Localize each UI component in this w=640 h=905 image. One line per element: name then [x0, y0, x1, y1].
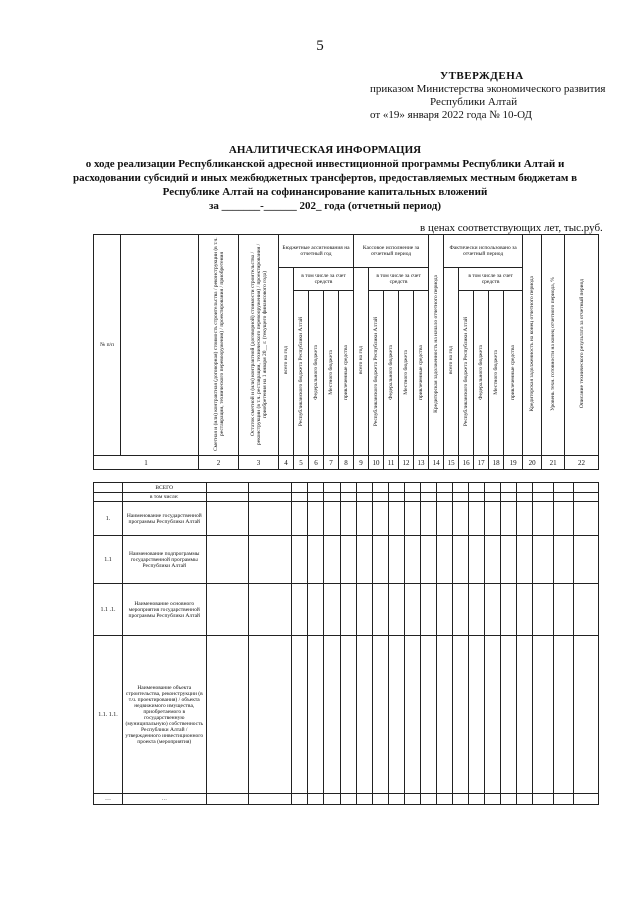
data-cell[interactable]: [501, 794, 517, 805]
data-cell[interactable]: [437, 493, 453, 502]
data-cell[interactable]: [501, 636, 517, 794]
data-cell[interactable]: [574, 536, 599, 584]
row-subprogram: [94, 536, 599, 584]
data-cell[interactable]: [453, 536, 469, 584]
data-cell[interactable]: [533, 536, 553, 584]
header-col-2: Сметная и (или) контрактная (договорная) стоимость строительства / реконструкции (в т.ч. реставрации, технического перевооружения) / проектирования / приобретения: [199, 235, 239, 456]
col-number-12: 12: [399, 456, 414, 470]
data-cell[interactable]: [340, 502, 356, 536]
data-cell[interactable]: [485, 536, 501, 584]
data-cell[interactable]: [340, 536, 356, 584]
header-group-used: Фактически использовано за отчетный период: [444, 235, 523, 268]
data-cell[interactable]: [453, 493, 469, 502]
data-cell[interactable]: [553, 483, 573, 493]
row-number: …: [94, 794, 123, 805]
header-col-22: Описание технического результата за отчетный период: [565, 235, 599, 456]
data-cell[interactable]: [437, 502, 453, 536]
data-cell[interactable]: [453, 483, 469, 493]
data-cell[interactable]: [469, 493, 485, 502]
data-cell[interactable]: [324, 502, 340, 536]
data-cell[interactable]: [292, 794, 308, 805]
data-cell[interactable]: [324, 794, 340, 805]
data-cell[interactable]: [485, 584, 501, 636]
header-a-fed: Федерального бюджета: [309, 291, 324, 456]
data-cell[interactable]: [574, 493, 599, 502]
data-cell[interactable]: [249, 502, 292, 536]
data-cell[interactable]: [437, 636, 453, 794]
col-number-2: 2: [199, 456, 239, 470]
data-cell[interactable]: [356, 502, 372, 536]
col-number-13: 13: [414, 456, 429, 470]
row-number: [94, 483, 123, 493]
row-name: в том числе:: [122, 493, 206, 502]
row-number: 1.: [94, 502, 123, 536]
data-cell[interactable]: [485, 794, 501, 805]
row-program: [94, 502, 599, 536]
approval-line-2: Республики Алтай: [430, 96, 518, 108]
col-number-16: 16: [459, 456, 474, 470]
data-cell[interactable]: [517, 636, 533, 794]
header-group-budget: Бюджетные ассигнования на отчетный год: [279, 235, 354, 268]
data-cell[interactable]: [308, 636, 324, 794]
data-cell[interactable]: [372, 536, 388, 584]
header-num: № п/п: [94, 235, 121, 456]
header-col-14: Кредиторская задолженность на начало отчетного периода: [429, 235, 444, 456]
header-c-fed: Федерального бюджета: [474, 291, 489, 456]
data-cell[interactable]: [372, 493, 388, 502]
col-number-11: 11: [384, 456, 399, 470]
row-main-activity: [94, 584, 599, 636]
data-cell[interactable]: [469, 483, 485, 493]
data-cell[interactable]: [469, 794, 485, 805]
data-cell[interactable]: [420, 536, 436, 584]
header-a-att: привлеченные средства: [339, 291, 354, 456]
data-cell[interactable]: [404, 636, 420, 794]
col-number-19: 19: [504, 456, 523, 470]
row-including: [94, 493, 599, 502]
row-name: …: [122, 794, 206, 805]
data-cell[interactable]: [485, 636, 501, 794]
data-cell[interactable]: [517, 536, 533, 584]
heading-title: АНАЛИТИЧЕСКАЯ ИНФОРМАЦИЯ: [228, 144, 422, 156]
col-number-3: 3: [239, 456, 279, 470]
data-cell[interactable]: [206, 483, 249, 493]
data-cell[interactable]: [420, 502, 436, 536]
data-cell[interactable]: [372, 794, 388, 805]
data-cell[interactable]: [340, 584, 356, 636]
header-b-rep: Республиканского бюджета Республики Алтай: [369, 291, 384, 456]
header-b-total: всего на год: [354, 268, 369, 456]
data-cell[interactable]: [553, 502, 573, 536]
header-c-incl: в том числе за счет средств: [459, 268, 523, 291]
data-cell[interactable]: [372, 502, 388, 536]
data-cell[interactable]: [553, 794, 573, 805]
row-number: 1.1. 1.1.: [94, 636, 123, 794]
data-cell[interactable]: [453, 502, 469, 536]
data-cell[interactable]: [404, 584, 420, 636]
data-cell[interactable]: [437, 536, 453, 584]
data-cell[interactable]: [372, 483, 388, 493]
data-cell[interactable]: [292, 536, 308, 584]
data-cell[interactable]: [249, 483, 292, 493]
data-cell[interactable]: [453, 794, 469, 805]
heading-line-2: расходовании субсидий и иных межбюджетных трансфертов, предоставляемых местным бюджетам в: [72, 172, 578, 184]
data-cell[interactable]: [292, 483, 308, 493]
data-cell[interactable]: [485, 502, 501, 536]
col-number-8: 8: [339, 456, 354, 470]
data-cell[interactable]: [206, 502, 249, 536]
data-cell[interactable]: [533, 794, 553, 805]
data-cell[interactable]: [206, 794, 249, 805]
data-cell[interactable]: [453, 636, 469, 794]
data-cell[interactable]: [356, 584, 372, 636]
data-cell[interactable]: [372, 584, 388, 636]
data-cell[interactable]: [206, 636, 249, 794]
data-cell[interactable]: [420, 584, 436, 636]
data-cell[interactable]: [437, 483, 453, 493]
data-cell[interactable]: [324, 636, 340, 794]
data-cell[interactable]: [206, 536, 249, 584]
data-cell[interactable]: [308, 794, 324, 805]
header-c-total: всего на год: [444, 268, 459, 456]
data-cell[interactable]: [356, 794, 372, 805]
data-cell[interactable]: [485, 493, 501, 502]
data-cell[interactable]: [574, 483, 599, 493]
data-cell[interactable]: [574, 794, 599, 805]
data-cell[interactable]: [533, 493, 553, 502]
data-cell[interactable]: [469, 636, 485, 794]
header-group-cash: Кассовое исполнение за отчетный период: [354, 235, 429, 268]
data-cell[interactable]: [404, 493, 420, 502]
approval-title: УТВЕРЖДЕНА: [440, 70, 524, 82]
row-number: [94, 493, 123, 502]
data-cell[interactable]: [404, 483, 420, 493]
data-cell[interactable]: [388, 483, 404, 493]
data-cell[interactable]: [517, 584, 533, 636]
data-cell[interactable]: [553, 636, 573, 794]
approval-line-1: приказом Министерства экономического развития: [370, 83, 606, 95]
row-name: ВСЕГО: [122, 483, 206, 493]
data-cell[interactable]: [292, 584, 308, 636]
data-cell[interactable]: [308, 536, 324, 584]
data-cell[interactable]: [533, 502, 553, 536]
data-cell[interactable]: [501, 483, 517, 493]
header-a-rep: Республиканского бюджета Республики Алтай: [294, 291, 309, 456]
col-number-15: 15: [444, 456, 459, 470]
row-name: Наименование объекта строительства, реконструкции (в т.ч. проектирования) / объекта недвижимого имущества, приобретаемого в государственную (муниципальную) собственность Республики Алтай / утвержденного инвестиционного проекта (мероприятия): [122, 636, 206, 794]
data-cell[interactable]: [206, 493, 249, 502]
data-cell[interactable]: [308, 483, 324, 493]
approval-line-3: от «19» января 2022 года № 10-ОД: [370, 109, 533, 121]
data-cell[interactable]: [533, 584, 553, 636]
header-col-20: Кредиторская задолженность на конец отчетного периода: [523, 235, 542, 456]
data-cell[interactable]: [453, 584, 469, 636]
header-c-rep: Республиканского бюджета Республики Алтай: [459, 291, 474, 456]
header-a-loc: Местного бюджета: [324, 291, 339, 456]
data-cell[interactable]: [533, 483, 553, 493]
data-cell[interactable]: [356, 636, 372, 794]
data-cell[interactable]: [356, 483, 372, 493]
header-col-3: Остаток сметной и (или) контрактной (договорной) стоимости строительства / реконструкции (в т.ч. реставрации, технического перевооружения) / проектирования / приобретения на 1 января 20__ г. (текущего финансового года): [239, 235, 279, 456]
data-cell[interactable]: [437, 584, 453, 636]
data-cell[interactable]: [420, 493, 436, 502]
data-cell[interactable]: [340, 483, 356, 493]
header-a-total: всего на год: [279, 268, 294, 456]
col-number-5: 5: [294, 456, 309, 470]
col-number-4: 4: [279, 456, 294, 470]
data-cell[interactable]: [324, 536, 340, 584]
data-cell[interactable]: [404, 536, 420, 584]
header-c-loc: Местного бюджета: [489, 291, 504, 456]
data-cell[interactable]: [501, 493, 517, 502]
data-cell[interactable]: [517, 483, 533, 493]
row-name: Наименование подпрограммы государственной программы Республики Алтай: [122, 536, 206, 584]
data-cell[interactable]: [437, 794, 453, 805]
data-cell[interactable]: [356, 493, 372, 502]
data-cell[interactable]: [469, 584, 485, 636]
data-cell[interactable]: [356, 536, 372, 584]
data-cell[interactable]: [553, 536, 573, 584]
col-number-22: 22: [565, 456, 599, 470]
document-heading: [40, 143, 610, 213]
data-cell[interactable]: [324, 493, 340, 502]
row-total: [94, 483, 599, 493]
data-cell[interactable]: [249, 636, 292, 794]
data-cell[interactable]: [308, 502, 324, 536]
data-cell[interactable]: [292, 493, 308, 502]
heading-period: за _______-______ 202_ года (отчетный период): [208, 200, 442, 212]
page-number: 5: [316, 38, 324, 54]
units-note: в ценах соответствующих лет, тыс.руб.: [420, 222, 603, 234]
data-cell[interactable]: [340, 794, 356, 805]
data-cell[interactable]: [388, 493, 404, 502]
header-col-21: Уровень техн. готовности на конец отчетного периода, %: [542, 235, 565, 456]
col-number-10: 10: [369, 456, 384, 470]
col-number-17: 17: [474, 456, 489, 470]
heading-line-1: о ходе реализации Республиканской адресной инвестиционной программы Республики Алтай и: [85, 158, 565, 170]
col-number-18: 18: [489, 456, 504, 470]
row-more: [94, 794, 599, 805]
data-cell[interactable]: [501, 584, 517, 636]
data-cell[interactable]: [574, 502, 599, 536]
data-cell[interactable]: [501, 502, 517, 536]
data-cell[interactable]: [340, 493, 356, 502]
data-cell[interactable]: [517, 502, 533, 536]
row-object: [94, 636, 599, 794]
header-b-loc: Местного бюджета: [399, 291, 414, 456]
data-cell[interactable]: [420, 636, 436, 794]
data-cell[interactable]: [553, 584, 573, 636]
col-number-7: 7: [324, 456, 339, 470]
header-a-incl: в том числе за счет средств: [294, 268, 354, 291]
data-cell[interactable]: [249, 794, 292, 805]
col-number-21: 21: [542, 456, 565, 470]
header-b-att: привлеченные средства: [414, 291, 429, 456]
col-number-1: 1: [94, 456, 199, 470]
data-cell[interactable]: [292, 502, 308, 536]
data-cell[interactable]: [324, 584, 340, 636]
data-cell[interactable]: [388, 502, 404, 536]
data-cell[interactable]: [574, 584, 599, 636]
data-cell[interactable]: [292, 636, 308, 794]
header-b-fed: Федерального бюджета: [384, 291, 399, 456]
data-cell[interactable]: [517, 794, 533, 805]
row-name: Наименование государственной программы Республики Алтай: [122, 502, 206, 536]
column-numbers-row: [94, 456, 599, 470]
data-cell[interactable]: [533, 636, 553, 794]
data-cell[interactable]: [420, 483, 436, 493]
approval-block: [370, 70, 620, 122]
row-name: Наименование основного мероприятия государственной программы Республики Алтай: [122, 584, 206, 636]
col-number-20: 20: [523, 456, 542, 470]
data-cell[interactable]: [574, 636, 599, 794]
data-cell[interactable]: [404, 502, 420, 536]
data-cell[interactable]: [308, 493, 324, 502]
header-name-blank: [121, 235, 199, 456]
header-c-att: привлеченные средства: [504, 291, 523, 456]
data-cell[interactable]: [485, 483, 501, 493]
col-number-6: 6: [309, 456, 324, 470]
data-cell[interactable]: [553, 493, 573, 502]
heading-line-3: Республике Алтай на софинансирование капитальных вложений: [162, 186, 488, 198]
header-b-incl: в том числе за счет средств: [369, 268, 429, 291]
data-cell[interactable]: [249, 536, 292, 584]
data-cell[interactable]: [501, 536, 517, 584]
row-number: 1.1 .1.: [94, 584, 123, 636]
data-cell[interactable]: [308, 584, 324, 636]
col-number-14: 14: [429, 456, 444, 470]
data-cell[interactable]: [404, 794, 420, 805]
data-cell[interactable]: [372, 636, 388, 794]
analytics-table: [93, 234, 599, 470]
data-cell[interactable]: [388, 636, 404, 794]
col-number-9: 9: [354, 456, 369, 470]
data-cell[interactable]: [206, 584, 249, 636]
data-cell[interactable]: [469, 502, 485, 536]
data-cell[interactable]: [340, 636, 356, 794]
data-cell[interactable]: [249, 584, 292, 636]
data-cell[interactable]: [249, 493, 292, 502]
data-cell[interactable]: [388, 536, 404, 584]
data-cell[interactable]: [324, 483, 340, 493]
row-number: 1.1: [94, 536, 123, 584]
data-cell[interactable]: [388, 584, 404, 636]
data-cell[interactable]: [388, 794, 404, 805]
analytics-table-body: [93, 482, 599, 805]
data-cell[interactable]: [517, 493, 533, 502]
data-cell[interactable]: [420, 794, 436, 805]
data-cell[interactable]: [469, 536, 485, 584]
